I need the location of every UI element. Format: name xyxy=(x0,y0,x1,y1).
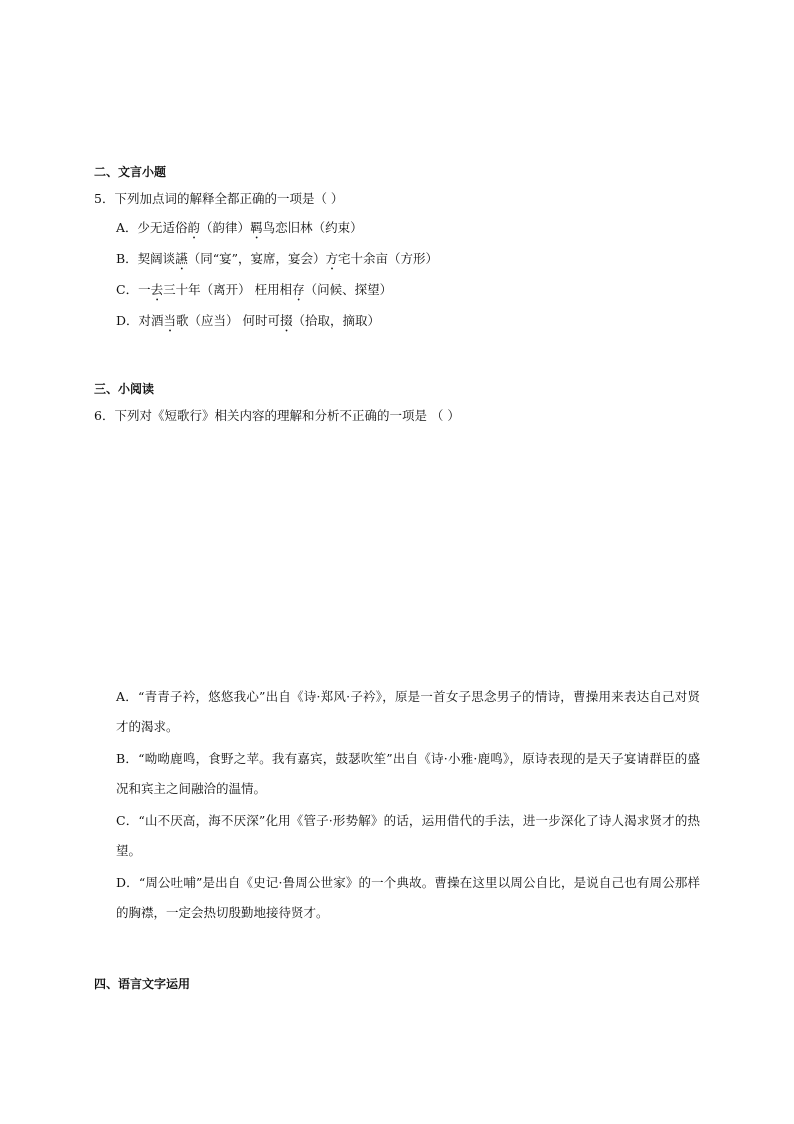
dotted-word: 方 xyxy=(325,251,338,266)
section-title-classical-chinese: 二、文言小题 xyxy=(94,165,167,179)
question-5-option-d xyxy=(116,313,380,335)
dotted-word: 韵 xyxy=(187,220,201,235)
option-text: 歌（应当） 何时可 xyxy=(176,313,281,328)
option-text: B．契阔谈 xyxy=(116,251,176,266)
question-5-option-b xyxy=(116,251,438,273)
section-title-short-reading: 三、小阅读 xyxy=(94,382,155,396)
dotted-word: 存 xyxy=(292,282,305,297)
question-5-stem: 5．下列加点词的解释全都正确的一项是（ ） xyxy=(94,191,344,206)
dotted-word: 去 xyxy=(150,282,164,297)
dotted-word: 当 xyxy=(163,313,177,328)
option-text: C．一 xyxy=(116,282,151,297)
option-text: 宅十余亩（方形） xyxy=(338,251,439,266)
question-6-option-c: C．“山不厌高，海不厌深”化用《管子·形势解》的话，运用借代的手法，进一步深化了诗人渴求贤才的热望。 xyxy=(116,813,700,858)
option-text: 三十年（离开） 枉用相 xyxy=(163,282,293,297)
question-5-option-a xyxy=(116,220,363,242)
option-text: 鸟恋旧林（约束） xyxy=(262,220,363,235)
option-text: D．对酒 xyxy=(116,313,164,328)
question-6-option-d: D．“周公吐哺”是出自《史记·鲁周公世家》的一个典故。曹操在这里以周公自比，是说自己也有周公那样的胸襟，一定会热切殷勤地接待贤才。 xyxy=(116,875,700,920)
option-text: （韵律） xyxy=(200,220,251,235)
section-title-language-use: 四、语言文字运用 xyxy=(94,977,191,991)
question-5-option-c xyxy=(116,282,392,304)
dotted-word: 讌 xyxy=(175,251,188,266)
question-6-option-b: B．“呦呦鹿鸣，食野之苹。我有嘉宾，鼓瑟吹笙”出自《诗·小雅·鹿鸣》，原诗表现的是天子宴请群臣的盛况和宾主之间融洽的温情。 xyxy=(116,751,700,796)
option-text: （问候、探望） xyxy=(304,282,393,297)
dotted-word: 掇 xyxy=(280,313,293,328)
question-6-option-a: A．“青青子衿，悠悠我心”出自《诗·郑风·子衿》，原是一首女子思念男子的情诗，曹操用来表达自己对贤才的渴求。 xyxy=(116,689,700,734)
option-text: （同“宴”，宴席，宴会） xyxy=(187,251,326,266)
option-text: （拾取，摘取） xyxy=(292,313,381,328)
option-text: A．少无适俗 xyxy=(116,220,188,235)
dotted-word: 羁 xyxy=(250,220,263,235)
question-6-stem: 6．下列对《短歌行》相关内容的理解和分析不正确的一项是 （ ） xyxy=(94,408,460,423)
